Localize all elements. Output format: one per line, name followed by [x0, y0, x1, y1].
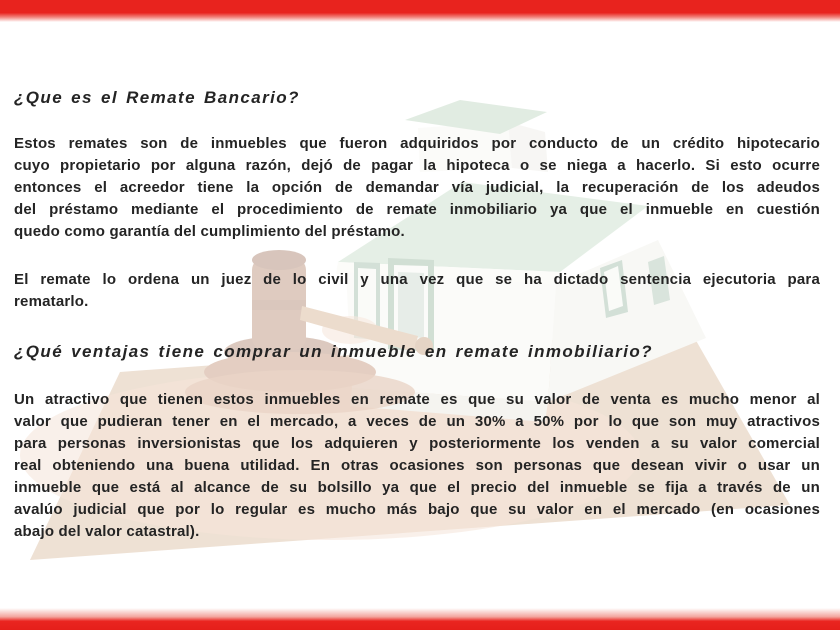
attic-roof [405, 100, 547, 134]
top-red-bar [0, 0, 840, 22]
text-line: avalúo judicial que por lo regular es mucho más bajo que su valor en el mercado (en ocasiones [14, 501, 820, 518]
text-line: para personas inversionistas que los adquieren y posteriormente los venden a su valor comercial [14, 435, 820, 452]
text-line: cuyo propietario por alguna razón, dejó de pagar la hipoteca o se niega a hacerlo. Si esto ocurre [14, 157, 820, 174]
text-line: El remate lo ordena un juez de lo civil y una vez que se ha dictado sentencia ejecutoria para [14, 271, 820, 288]
text-line: quedo como garantía del cumplimiento del préstamo. [14, 223, 405, 240]
paragraph-advantages [14, 389, 820, 543]
text-line: entonces el acreedor tiene la opción de demandar vía judicial, la recuperación de los adeudos [14, 179, 820, 196]
text-line: abajo del valor catastral). [14, 523, 200, 540]
text-line: Estos remates son de inmuebles que fueron adquiridos por conducto de un crédito hipotecario [14, 135, 820, 152]
text-line: real obteniendo una buena utilidad. En otras ocasiones son personas que desean vivir o usar un [14, 457, 820, 474]
paragraph-judge-order [14, 269, 820, 313]
text-line: Un atractivo que tienen estos inmuebles en remate es que su valor de venta es mucho menor al [14, 391, 820, 408]
text-line: rematarlo. [14, 293, 89, 310]
gavel-head-top [252, 250, 306, 270]
text-line: inmueble que está al alcance de su bolsillo ya que el precio del inmueble se fija a través de un [14, 479, 820, 496]
house-side-wall [548, 240, 706, 402]
heading-what-is-remate-bancario: ¿Que es el Remate Bancario? [14, 88, 300, 107]
bottom-red-bar [0, 608, 840, 630]
paragraph-remate-definition [14, 133, 820, 243]
text-line: del préstamo mediante el procedimiento de remate inmobiliario ya que el inmueble en cuestión [14, 201, 820, 218]
heading-advantages-question: ¿Qué ventajas tiene comprar un inmueble en remate inmobiliario? [14, 342, 653, 361]
text-line: valor que pudieran tener en el mercado, a veces de un 30% a 50% por lo que son muy atractivos [14, 413, 820, 430]
